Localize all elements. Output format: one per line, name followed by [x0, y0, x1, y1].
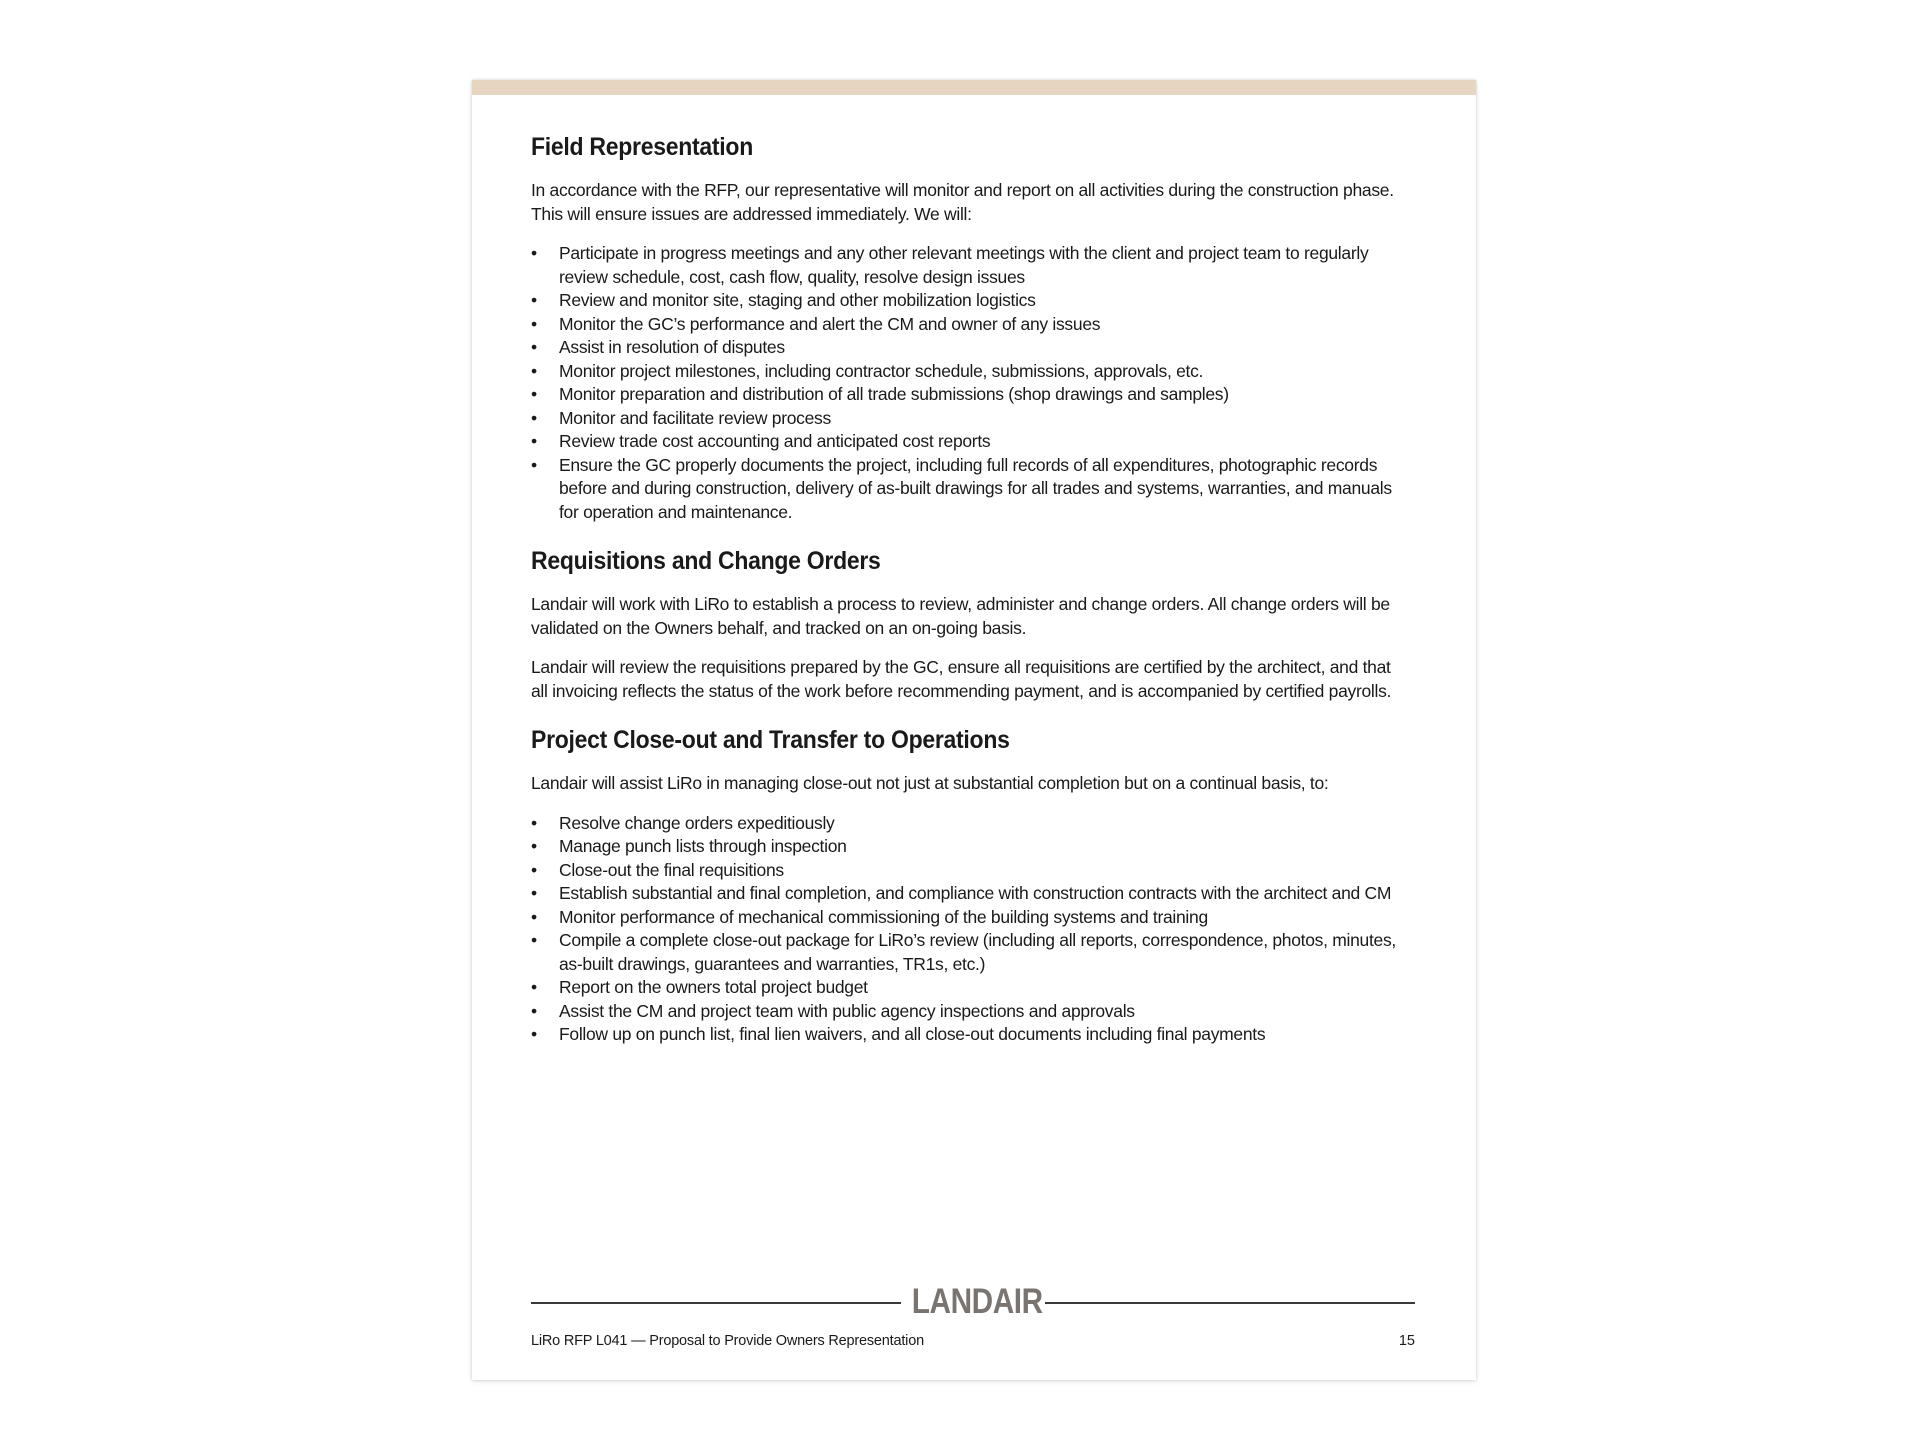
list-item-text: Monitor and facilitate review process — [559, 407, 831, 428]
bullet-icon: • — [531, 313, 537, 334]
list-item — [531, 976, 1411, 1000]
list-item-text: Report on the owners total project budget — [559, 977, 868, 997]
bullet-icon: • — [531, 290, 537, 310]
document-page — [472, 80, 1476, 1380]
list-item — [531, 929, 1411, 976]
list-item — [531, 835, 1411, 859]
bullet-icon: • — [531, 384, 537, 404]
list-item-text: Close-out the final requisitions — [559, 859, 784, 880]
list-item-text: Review and monitor site, staging and other mobilization logistics — [559, 290, 1036, 310]
list-item-text: Assist the CM and project team with public agency inspections and approvals — [559, 1000, 1135, 1021]
list-item-text: Monitor performance of mechanical commissioning of the building systems and training — [559, 906, 1208, 927]
bullet-icon: • — [531, 859, 537, 880]
bullet-icon: • — [531, 1000, 537, 1021]
list-item — [531, 430, 1411, 454]
field-representation-heading: Field Representation — [531, 133, 753, 161]
list-item-text: Monitor project milestones, including contractor schedule, submissions, approvals, etc. — [559, 360, 1204, 381]
bullet-icon: • — [531, 1024, 537, 1044]
bullet-icon: • — [531, 883, 537, 903]
bullet-icon: • — [531, 360, 537, 381]
list-item — [531, 289, 1411, 313]
field-representation-list — [531, 242, 1411, 524]
bullet-icon: • — [531, 454, 537, 475]
bullet-icon: • — [531, 407, 537, 428]
requisitions-paragraph-1: Landair will work with LiRo to establish a process to review, administer and change orders. All change orders will be validated on the Owners behalf, and tracked on an on-going basis. — [531, 594, 1390, 638]
list-item-text: Manage punch lists through inspection — [559, 836, 847, 856]
list-item-text: Establish substantial and final completion, and compliance with construction contracts with the architect and CM — [559, 883, 1392, 903]
list-item — [531, 812, 1411, 836]
list-item — [531, 882, 1411, 906]
bullet-icon: • — [531, 930, 537, 950]
footer-rule-right — [1045, 1302, 1415, 1304]
footer-logo-row — [531, 1280, 1415, 1324]
list-item — [531, 383, 1411, 407]
requisitions-heading: Requisitions and Change Orders — [531, 547, 881, 575]
requisitions-paragraph-2: Landair will review the requisitions prepared by the GC, ensure all requisitions are certified by the architect, and that all invoicing reflects the status of the work before recommending payment, and is accompanied by certified payrolls. — [531, 657, 1392, 701]
bullet-icon: • — [531, 243, 537, 263]
list-item-text: Ensure the GC properly documents the project, including full records of all expenditures, photographic records before and during construction, delivery of as-built drawings for all trades and systems, warranties, and manuals for operation and maintenance. — [559, 454, 1392, 522]
closeout-intro: Landair will assist LiRo in managing close-out not just at substantial completion but on a continual basis, to: — [531, 773, 1329, 793]
page-content — [531, 132, 1411, 1063]
list-item-text: Review trade cost accounting and anticipated cost reports — [559, 431, 991, 451]
list-item-text: Monitor preparation and distribution of all trade submissions (shop drawings and samples) — [559, 384, 1229, 404]
list-item-text: Resolve change orders expeditiously — [559, 812, 835, 833]
list-item-text: Participate in progress meetings and any other relevant meetings with the client and project team to regularly review schedule, cost, cash flow, quality, resolve design issues — [559, 243, 1369, 287]
bullet-icon: • — [531, 977, 537, 997]
list-item — [531, 313, 1411, 337]
list-item — [531, 242, 1411, 289]
list-item — [531, 1023, 1411, 1047]
list-item — [531, 454, 1411, 525]
list-item — [531, 1000, 1411, 1024]
bullet-icon: • — [531, 906, 537, 927]
closeout-list — [531, 812, 1411, 1047]
list-item — [531, 407, 1411, 431]
list-item — [531, 336, 1411, 360]
list-item-text: Follow up on punch list, final lien waivers, and all close-out documents including final payments — [559, 1024, 1266, 1044]
bullet-icon: • — [531, 431, 537, 451]
footer-rule-left — [531, 1302, 901, 1304]
list-item — [531, 360, 1411, 384]
bullet-icon: • — [531, 812, 537, 833]
page-number: 15 — [1398, 1333, 1415, 1349]
list-item-text: Monitor the GC’s performance and alert the CM and owner of any issues — [559, 313, 1101, 334]
list-item — [531, 906, 1411, 930]
bullet-icon: • — [531, 836, 537, 856]
list-item-text: Compile a complete close-out package for LiRo’s review (including all reports, correspondence, photos, minutes, as-built drawings, guarantees and warranties, TR1s, etc.) — [559, 930, 1396, 974]
footer-caption: LiRo RFP L041 — Proposal to Provide Owners Representation — [531, 1333, 924, 1349]
landair-logo: LANDAIR — [911, 1282, 1043, 1321]
field-representation-intro: In accordance with the RFP, our representative will monitor and report on all activities during the construction phase. This will ensure issues are addressed immediately. We will: — [531, 180, 1394, 224]
bullet-icon: • — [531, 337, 537, 357]
header-band — [472, 80, 1476, 95]
list-item-text: Assist in resolution of disputes — [559, 337, 785, 357]
list-item — [531, 859, 1411, 883]
closeout-heading: Project Close-out and Transfer to Operations — [531, 726, 1010, 754]
